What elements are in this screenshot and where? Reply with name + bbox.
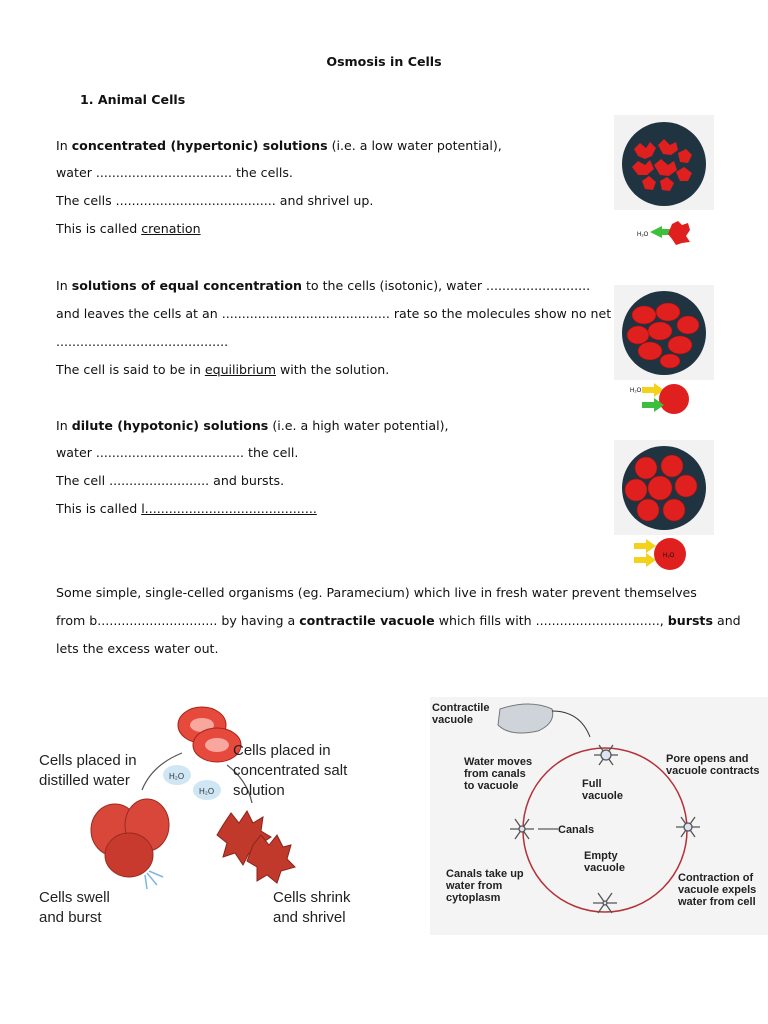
label-pore: Pore opens and vacuole contracts xyxy=(666,753,760,777)
section-heading: 1. Animal Cells xyxy=(80,92,186,107)
label-empty-vacuole: Empty vacuole xyxy=(584,850,625,874)
para-line-1: Some simple, single-celled organisms (eg. Paramecium) which live in fresh water prevent themselves xyxy=(56,585,697,600)
crenated-cell-icon xyxy=(636,218,696,248)
h2o-bubble-right: H₂O xyxy=(199,787,215,796)
hypotonic-cell-icon xyxy=(632,535,692,573)
iso-line-1: In solutions of equal concentration to the cells (isotonic), water .......................... xyxy=(56,278,591,293)
label-contraction: Contraction of vacuole expels water from cell xyxy=(678,872,757,908)
crenated-cells-dish xyxy=(614,115,714,210)
iso-line-2: and leaves the cells at an .......................................... rate so the molecules show no net xyxy=(56,306,612,321)
label-salt: Cells placed in concentrated salt solution xyxy=(233,742,348,799)
hyper-line-1: In concentrated (hypertonic) solutions (i.e. a low water potential), xyxy=(56,138,502,153)
hypo-line-4: This is called l........................................... xyxy=(56,501,317,516)
isotonic-cell-icon xyxy=(630,380,700,418)
label-swell: Cells swell and burst xyxy=(39,889,110,926)
para-line-3: lets the excess water out. xyxy=(56,641,219,656)
page-title: Osmosis in Cells xyxy=(326,54,442,69)
label-contractile: Contractile vacuole xyxy=(432,702,490,726)
label-distilled: Cells placed in distilled water xyxy=(39,752,137,789)
iso-line-4: The cell is said to be in equilibrium with the solution. xyxy=(56,362,390,377)
h2o-label: H₂O xyxy=(663,553,675,559)
swollen-cells-dish xyxy=(614,440,714,535)
hypo-line-2: water ..................................... the cell. xyxy=(56,445,299,460)
hypo-line-1: In dilute (hypotonic) solutions (i.e. a high water potential), xyxy=(56,418,449,433)
hyper-line-2: water .................................. the cells. xyxy=(56,165,293,180)
h2o-label: H₂O xyxy=(637,232,649,238)
normal-cells-dish xyxy=(614,285,714,380)
hyper-line-4: This is called crenation xyxy=(56,221,201,236)
label-water-moves: Water moves from canals to vacuole xyxy=(464,756,533,792)
label-canals: Canals xyxy=(558,824,595,836)
iso-line-3: ........................................... xyxy=(56,334,229,349)
h2o-bubble-left: H₂O xyxy=(169,772,185,781)
para-line-2: from b.............................. by having a contractile vacuole which fills with ..............................., bursts and xyxy=(56,613,741,628)
hyper-line-3: The cells ........................................ and shrivel up. xyxy=(56,193,374,208)
label-canals-take-up: Canals take up water from cytoplasm xyxy=(446,868,524,904)
red-cell-osmosis-figure xyxy=(37,695,367,930)
label-shrink: Cells shrink and shrivel xyxy=(273,889,351,926)
h2o-label: H₂O xyxy=(630,388,642,394)
contractile-vacuole-figure xyxy=(430,697,768,935)
label-full-vacuole: Full vacuole xyxy=(582,778,623,802)
hypo-line-3: The cell ......................... and bursts. xyxy=(56,473,285,488)
